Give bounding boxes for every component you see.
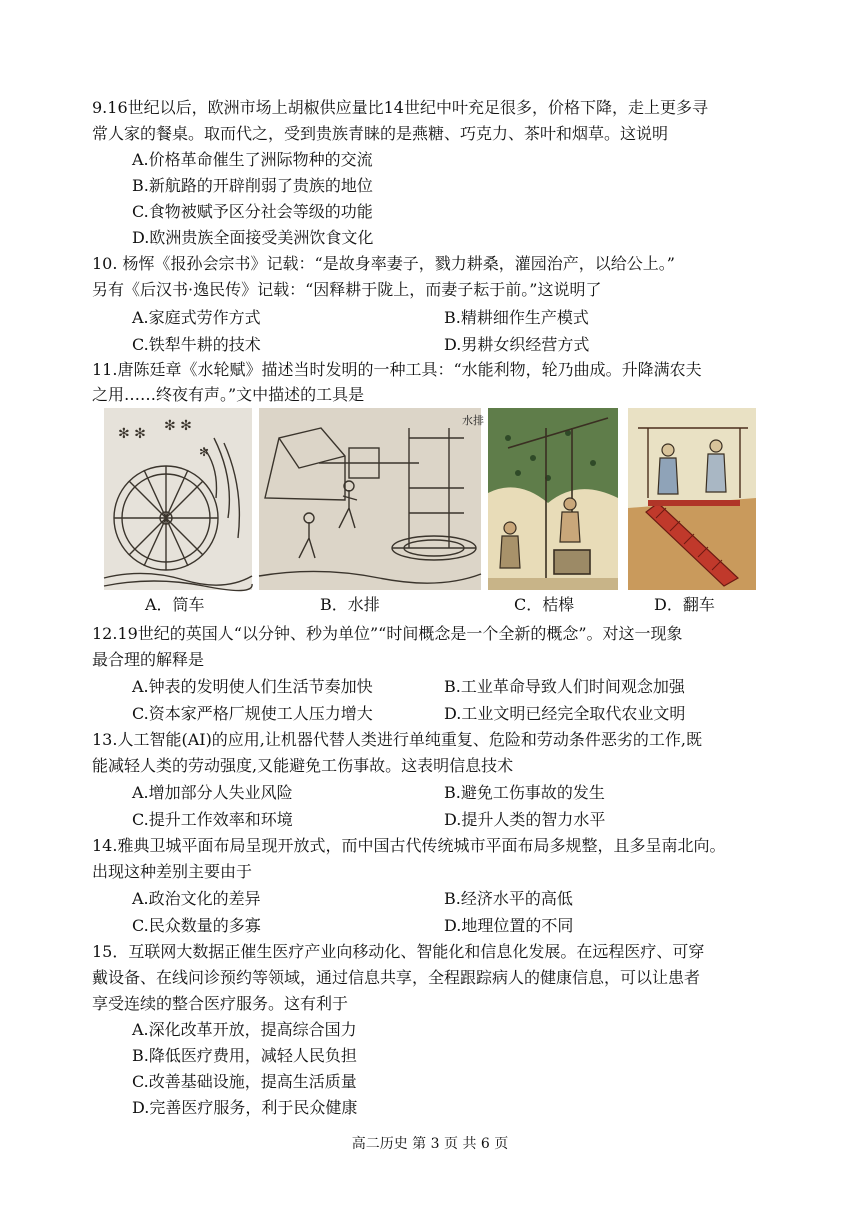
q10-option-d: D.男耕女织经营方式 bbox=[444, 335, 590, 354]
q10-stem-line2: 另有《后汉书·逸民传》记载：“因释耕于陇上，而妻子耘于前。”这说明了 bbox=[92, 280, 602, 299]
q9-option-a: A.价格革命催生了洲际物种的交流 bbox=[132, 150, 373, 169]
figure-caption-a: A．筒车 bbox=[145, 595, 205, 614]
page-footer: 高二历史 第 3 页 共 6 页 bbox=[351, 1136, 509, 1152]
q13-option-c: C.提升工作效率和环境 bbox=[132, 810, 293, 829]
q15-stem-line1: 15．互联网大数据正催生医疗产业向移动化、智能化和信息化发展。在远程医疗、可穿 bbox=[92, 942, 705, 961]
figure-chain-pump bbox=[628, 408, 756, 590]
q12-option-c: C.资本家严格厂规使工人压力增大 bbox=[132, 704, 373, 723]
q9-option-d: D.欧洲贵族全面接受美洲饮食文化 bbox=[132, 228, 374, 247]
q14-stem-line2: 出现这种差别主要由于 bbox=[92, 862, 253, 881]
q9-option-c: C.食物被赋予区分社会等级的功能 bbox=[132, 202, 373, 221]
q15-option-d: D.完善医疗服务，利于民众健康 bbox=[132, 1098, 358, 1117]
figure-water-wheel bbox=[104, 408, 252, 590]
q13-option-d: D.提升人类的智力水平 bbox=[444, 810, 606, 829]
q15-option-a: A.深化改革开放，提高综合国力 bbox=[132, 1020, 357, 1039]
q10-option-c: C.铁犁牛耕的技术 bbox=[132, 335, 261, 354]
svg-text:✻: ✻ bbox=[199, 445, 210, 459]
q13-stem-line1: 13.人工智能(AI)的应用,让机器代替人类进行单纯重复、危险和劳动条件恶劣的工作,既 bbox=[92, 730, 702, 749]
q12-stem-line2: 最合理的解释是 bbox=[92, 650, 205, 669]
svg-text:✻ ✻: ✻ ✻ bbox=[164, 418, 192, 434]
q13-option-a: A.增加部分人失业风险 bbox=[132, 783, 293, 802]
q12-stem-line1: 12.19世纪的英国人“以分钟、秒为单位”“时间概念是一个全新的概念”。对这一现象 bbox=[92, 624, 683, 643]
q14-option-b: B.经济水平的高低 bbox=[444, 889, 573, 908]
q14-option-a: A.政治文化的差异 bbox=[132, 889, 261, 908]
q12-option-d: D.工业文明已经完全取代农业文明 bbox=[444, 704, 686, 723]
q15-stem-line3: 享受连续的整合医疗服务。这有利于 bbox=[92, 994, 349, 1013]
q10-option-b: B.精耕细作生产模式 bbox=[444, 308, 589, 327]
q10-option-a: A.家庭式劳作方式 bbox=[132, 308, 261, 327]
q13-option-b: B.避免工伤事故的发生 bbox=[444, 783, 605, 802]
figure-well-sweep bbox=[488, 408, 618, 590]
q9-stem-line1: 9.16世纪以后，欧洲市场上胡椒供应量比14世纪中叶充足很多，价格下降，走上更多寻 bbox=[92, 98, 708, 117]
q13-stem-line2: 能减轻人类的劳动强度,又能避免工伤事故。这表明信息技术 bbox=[92, 756, 514, 775]
q11-stem-line2: 之用……终夜有声。”文中描述的工具是 bbox=[92, 385, 365, 404]
q15-option-c: C.改善基础设施，提高生活质量 bbox=[132, 1072, 357, 1091]
q10-stem-line1: 10. 杨恽《报孙会宗书》记载：“是故身率妻子，戮力耕桑，灌园治产，以给公上。” bbox=[92, 254, 675, 273]
q11-stem-line1: 11.唐陈廷章《水轮赋》描述当时发明的一种工具：“水能利物，轮乃曲成。升降满农夫 bbox=[92, 360, 702, 379]
q15-option-b: B.降低医疗费用，减轻人民负担 bbox=[132, 1046, 357, 1065]
q14-option-d: D.地理位置的不同 bbox=[444, 916, 574, 935]
figure-water-bellows-tag: 水排 bbox=[462, 414, 484, 427]
q9-option-b: B.新航路的开辟削弱了贵族的地位 bbox=[132, 176, 373, 195]
q12-option-b: B.工业革命导致人们时间观念加强 bbox=[444, 677, 685, 696]
figure-water-bellows bbox=[259, 408, 484, 590]
figure-caption-d: D．翻车 bbox=[654, 595, 715, 614]
svg-text:✻ ✻: ✻ ✻ bbox=[118, 426, 146, 442]
figure-caption-b: B．水排 bbox=[320, 595, 380, 614]
figure-caption-c: C．桔槔 bbox=[514, 595, 575, 614]
q9-stem-line2: 常人家的餐桌。取而代之，受到贵族青睐的是燕糖、巧克力、茶叶和烟草。这说明 bbox=[92, 124, 669, 143]
q15-stem-line2: 戴设备、在线问诊预约等领域，通过信息共享，全程跟踪病人的健康信息，可以让患者 bbox=[92, 968, 701, 987]
q14-stem-line1: 14.雅典卫城平面布局呈现开放式，而中国古代传统城市平面布局多规整，且多呈南北向。 bbox=[92, 836, 726, 855]
q14-option-c: C.民众数量的多寡 bbox=[132, 916, 261, 935]
q12-option-a: A.钟表的发明使人们生活节奏加快 bbox=[132, 677, 373, 696]
